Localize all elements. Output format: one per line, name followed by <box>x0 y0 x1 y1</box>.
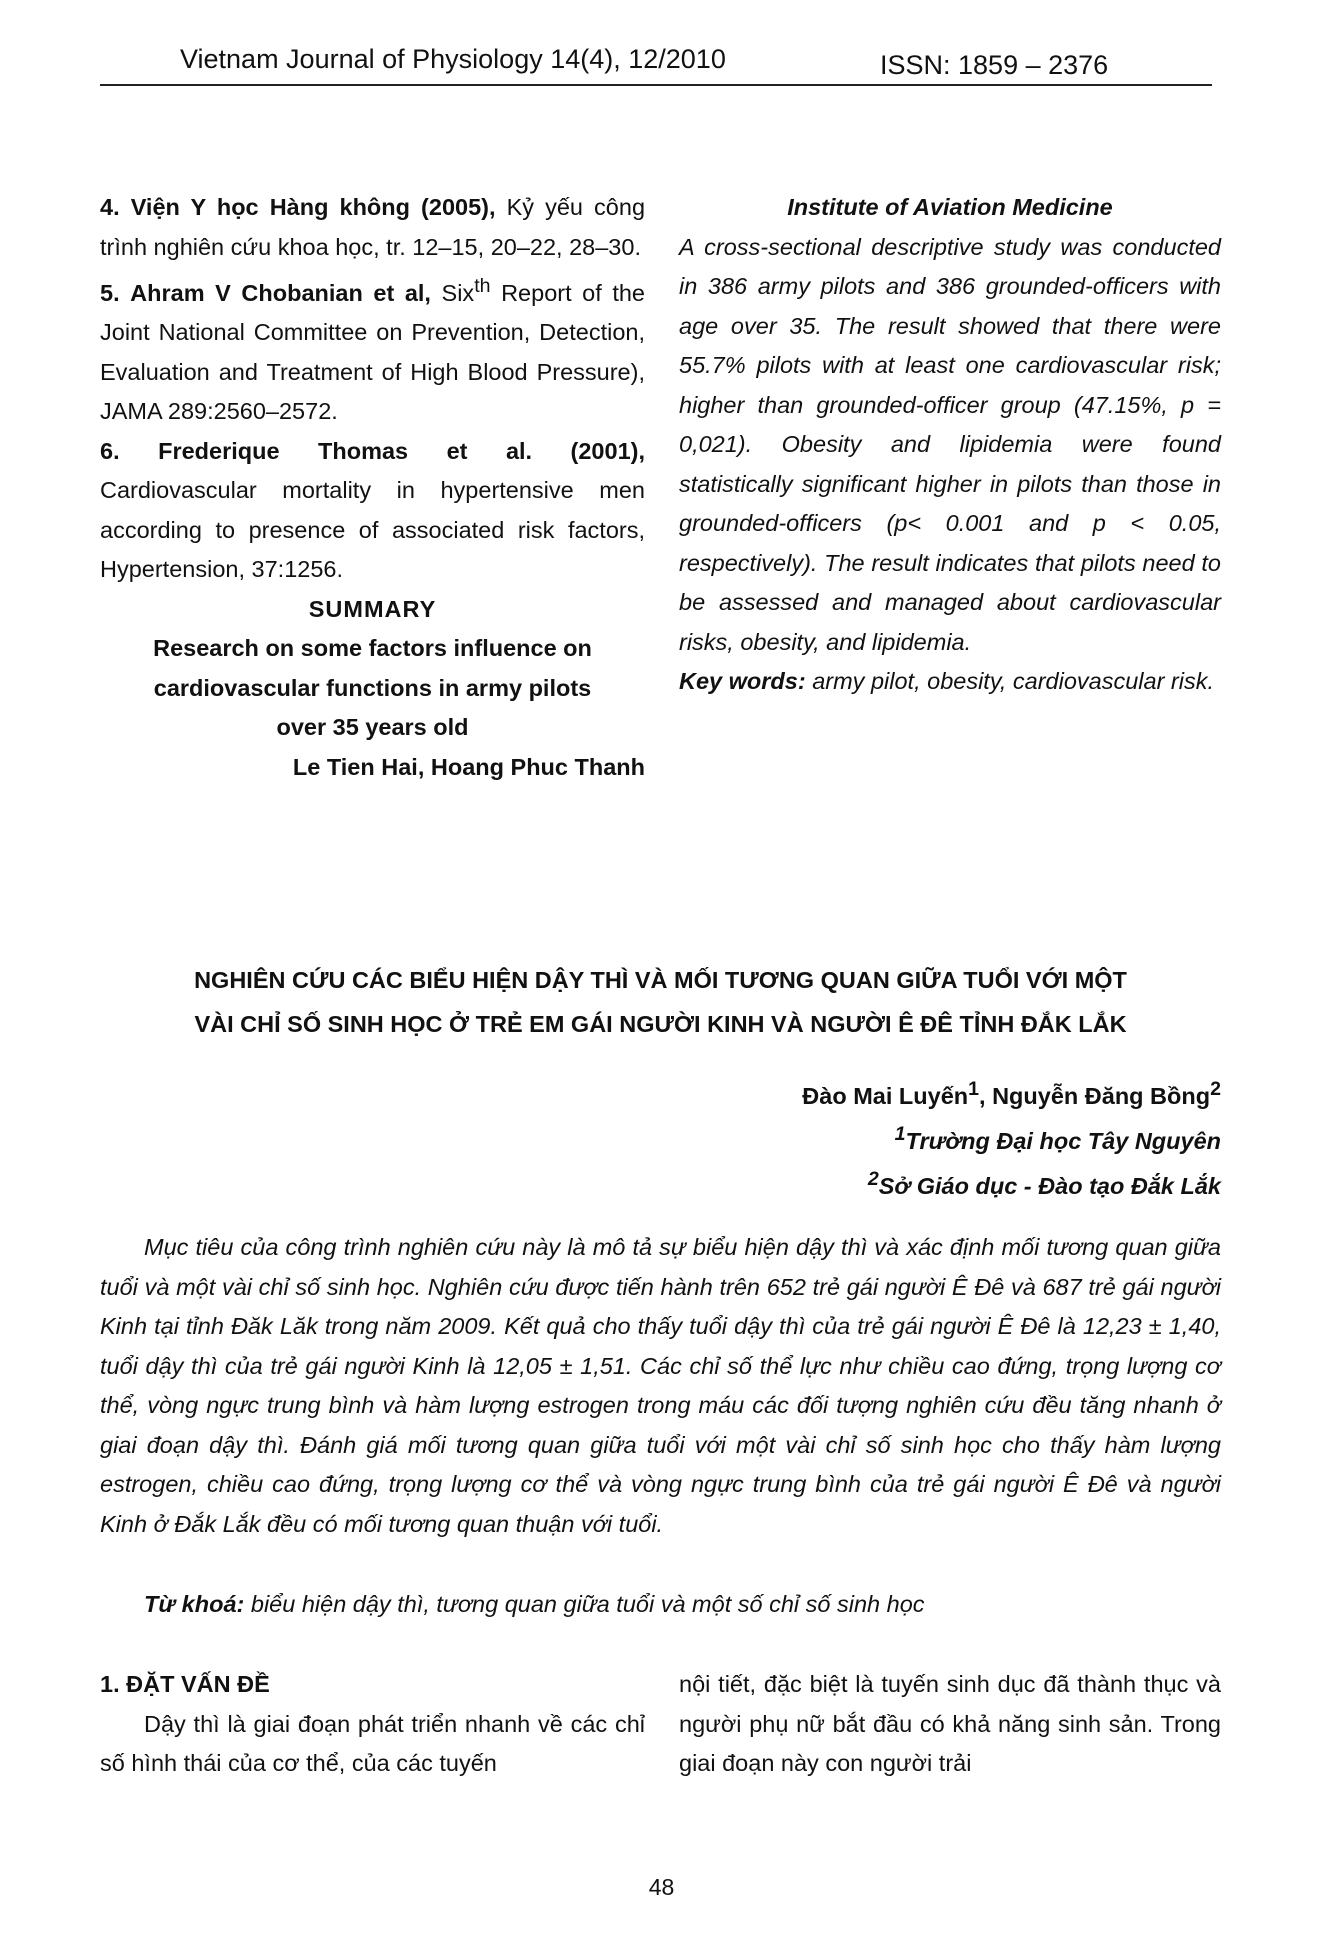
issn: ISSN: 1859 – 2376 <box>880 50 1109 80</box>
summary-title-line: Research on some factors influence on <box>153 635 592 662</box>
summary-title-line: cardiovascular functions in army pilots <box>153 674 592 701</box>
summary-title-line: over 35 years old <box>276 714 469 741</box>
reference-authors: Frederique Thomas et al. (2001), <box>158 437 646 464</box>
reference-text: Cardiovascular mortality in hypertensive men according to presence of associated risk factors, Hypertension, 37:1256. <box>100 477 645 583</box>
reference-item <box>100 432 645 590</box>
author-name: Đào Mai Luyến <box>802 1082 969 1109</box>
left-column <box>100 188 645 787</box>
keywords-text: army pilot, obesity, cardiovascular risk. <box>812 668 1215 694</box>
running-header <box>100 40 1212 86</box>
summary-heading: SUMMARY <box>308 595 437 622</box>
article-abstract: Mục tiêu của công trình nghiên cứu này là mô tả sự biểu hiện dậy thì và xác định mối tương quan giữa tuổi và một vài chỉ số sinh học. Nghiên cứu được tiến hành trên 652 trẻ gái người Ê Đê và 687 trẻ gái người Kinh tại tỉnh Đăk Lăk trong năm 2009. Kết quả cho thấy tuổi dậy thì của trẻ gái người Ê Đê là 12,23 ± 1,40, tuổi dậy thì của trẻ gái người Kinh là 12,05 ± 1,51. Các chỉ số thể lực như chiều cao đứng, trọng lượng cơ thể, vòng ngực trung bình và hàm lượng estrogen trong máu các đối tượng nghiên cứu đều tăng nhanh ở giai đoạn dậy thì. Đánh giá mối tương quan giữa tuổi với một vài chỉ số sinh học cho thấy hàm lượng estrogen, chiều cao đứng, trọng lượng cơ thể và vòng ngực trung bình của trẻ gái người Ê Đê và người Kinh ở Đắk Lắk đều có mối tương quan thuận với tuổi. <box>100 1234 1221 1537</box>
reference-item <box>100 188 645 267</box>
superscript: 2 <box>1210 1078 1221 1100</box>
reference-text: Kỷ yếu công trình nghiên cứu khoa học, tr. 12–15, 20–22, 28–30. <box>100 194 646 260</box>
summary-abstract: A cross-sectional descriptive study was conducted in 386 army pilots and 386 grounded-officers with age over 35. The result showed that there were 55.7% pilots with at least one cardiovascular risk; higher than grounded-officer group (47.15%, p = 0,021). Obesity and lipidemia were found statistically significant higher in pilots than those in grounded-officers (p< 0.001 and p < 0.05, respectively). The result indicates that pilots need to be assessed and managed about cardiovascular risks, obesity, and lipidemia. <box>679 233 1221 655</box>
article-title-line: NGHIÊN CỨU CÁC BIỂU HIỆN DẬY THÌ VÀ MỐI TƯƠNG QUAN GIỮA TUỔI VỚI MỘT <box>194 967 1127 993</box>
journal-name: Vietnam Journal of Physiology 14(4), 12/2010 <box>180 44 726 74</box>
article-title <box>100 958 1221 1046</box>
summary-institute: Institute of Aviation Medicine <box>787 194 1113 220</box>
intro-right-column <box>679 1665 1221 1784</box>
affiliation <box>680 1115 1221 1160</box>
keywords-label: Từ khoá: <box>144 1591 245 1617</box>
reference-text: Report of the Joint National Committee on Prevention, Detection, Evaluation and Treatment of High Blood Pressure), JAMA 289:2560–2572. <box>100 279 645 425</box>
reference-number: 5. <box>100 279 120 306</box>
intro-left-column <box>100 1665 645 1784</box>
page-number: 48 <box>648 1874 675 1900</box>
author-line <box>680 1070 1221 1115</box>
superscript: 2 <box>867 1167 879 1190</box>
keywords-label: Key words: <box>679 668 806 694</box>
author-name: Nguyễn Đăng Bồng <box>992 1082 1211 1109</box>
right-column <box>679 188 1221 702</box>
section-heading: 1. ĐẶT VẤN ĐỀ <box>100 1671 270 1697</box>
article-authors <box>680 1070 1221 1204</box>
reference-number: 6. <box>100 437 120 464</box>
reference-item <box>100 267 645 432</box>
article-title-line: VÀI CHỈ SỐ SINH HỌC Ở TRẺ EM GÁI NGƯỜI KINH VÀ NGƯỜI Ê ĐÊ TỈNH ĐẮK LẮK <box>194 1011 1127 1037</box>
author-separator: , <box>979 1082 993 1109</box>
summary-authors: Le Tien Hai, Hoang Phuc Thanh <box>292 753 645 780</box>
reference-text-prefix: Six <box>441 279 475 306</box>
body-paragraph: nội tiết, đặc biệt là tuyến sinh dục đã thành thục và người phụ nữ bắt đầu có khả năng sinh sản. Trong giai đoạn này con người trải <box>679 1671 1221 1776</box>
superscript: th <box>474 275 491 297</box>
keywords-text: biểu hiện dậy thì, tương quan giữa tuổi và một số chỉ số sinh học <box>250 1591 925 1617</box>
superscript: 1 <box>894 1122 906 1145</box>
body-paragraph: Dậy thì là giai đoạn phát triển nhanh về các chỉ số hình thái của cơ thể, của các tuyến <box>100 1710 645 1776</box>
summary-keywords <box>679 662 1221 702</box>
reference-authors: Ahram V Chobanian et al, <box>130 279 431 306</box>
article-keywords <box>100 1585 1221 1625</box>
affiliation-text: Trường Đại học Tây Nguyên <box>905 1127 1221 1154</box>
superscript: 1 <box>968 1078 980 1100</box>
affiliation <box>680 1160 1221 1205</box>
reference-number: 4. <box>100 194 120 220</box>
affiliation-text: Sở Giáo dục - Đào tạo Đắk Lắk <box>878 1172 1221 1199</box>
reference-authors: Viện Y học Hàng không (2005), <box>130 194 496 220</box>
